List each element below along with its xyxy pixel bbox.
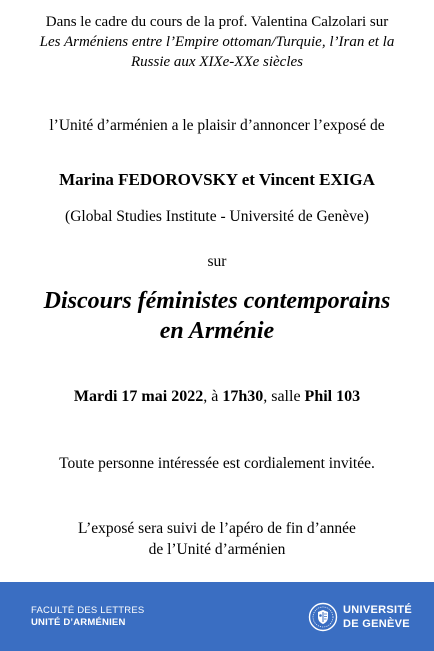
event-sep1: , à [203, 388, 223, 405]
event-room: Phil 103 [304, 388, 361, 405]
connector-word: sur [207, 253, 227, 270]
invitation: Toute personne intéressée est cordialement invitée. [59, 455, 375, 472]
university-logo-text [343, 603, 412, 631]
speakers: Marina FEDOROVSKY et Vincent EXIGA [59, 170, 375, 189]
followup-line1: L’exposé sera suivi de l’apéro de fin d’année [78, 520, 356, 537]
intro-line: Dans le cadre du cours de la prof. Valentina Calzolari sur [45, 14, 389, 30]
footer-faculty [31, 605, 144, 629]
course-title-line1: Les Arméniens entre l’Empire ottoman/Turquie, l’Iran et la [39, 34, 395, 50]
talk-title [0, 286, 434, 346]
event-date: Mardi 17 mai 2022 [73, 388, 204, 405]
event-datetime [0, 388, 434, 406]
followup [0, 518, 434, 560]
faculty-name: FACULTÉ DES LETTRES [31, 605, 145, 616]
event-time: 17h30 [222, 388, 264, 405]
intro-block [0, 12, 434, 72]
affiliation: (Global Studies Institute - Université de Genève) [65, 208, 369, 225]
course-title-line2: Russie aux XIXe-XXe siècles [130, 54, 303, 70]
announcement: l’Unité d’arménien a le plaisir d’annoncer l’exposé de [49, 117, 385, 134]
footer-bar [0, 582, 434, 651]
talk-title-line2: en Arménie [159, 318, 275, 344]
unit-name: UNITÉ D’ARMÉNIEN [31, 617, 126, 628]
event-sep2: , salle [263, 388, 305, 405]
logo-line1: UNIVERSITÉ [343, 604, 413, 616]
talk-title-line1: Discours féministes contemporains [43, 288, 391, 314]
university-seal-icon [308, 602, 338, 632]
followup-line2: de l’Unité d’arménien [148, 541, 286, 558]
logo-line2: DE GENÈVE [343, 618, 410, 630]
